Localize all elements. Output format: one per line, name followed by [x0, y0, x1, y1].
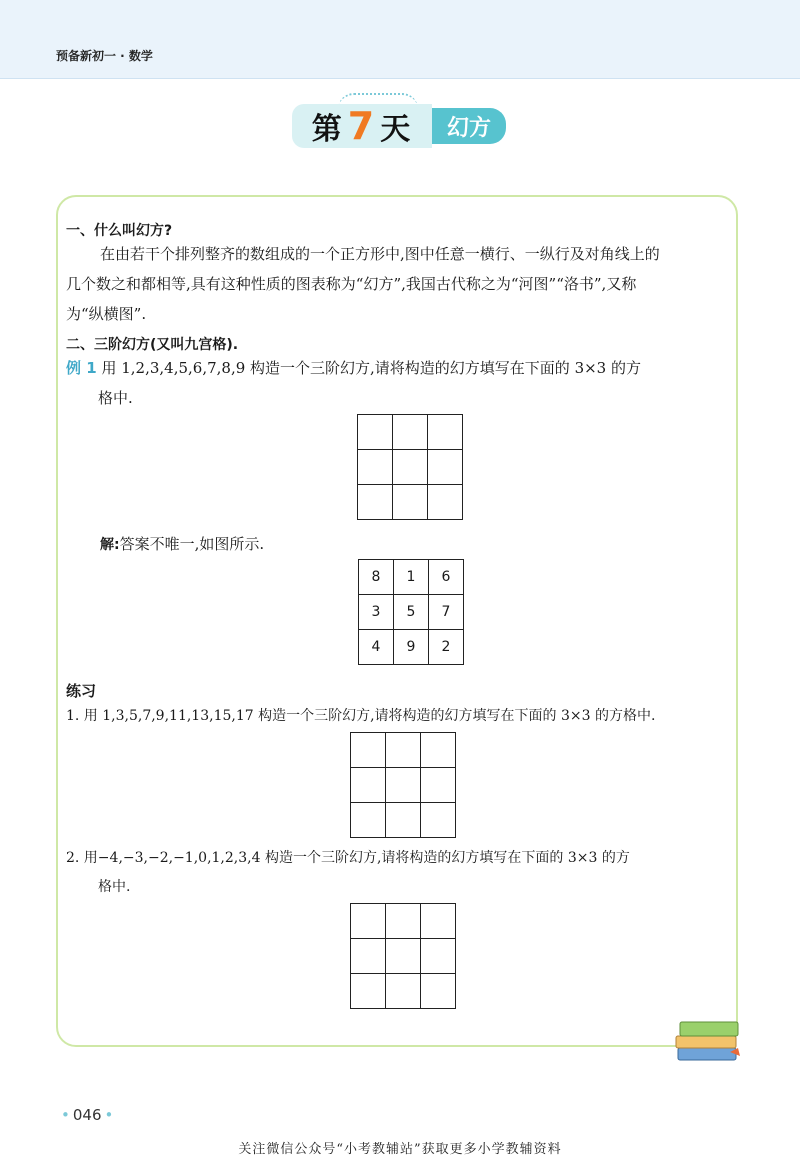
grid-cell[interactable] — [421, 939, 456, 974]
book-series-label: 预备新初一 · 数学 — [56, 49, 153, 63]
top-band — [0, 0, 800, 78]
grid-cell[interactable] — [386, 974, 421, 1009]
grid-cell[interactable] — [421, 733, 456, 768]
grid-cell[interactable] — [351, 803, 386, 838]
day-title-prefix: 第 — [311, 112, 344, 147]
grid-cell[interactable] — [358, 450, 393, 485]
example-empty-grid — [357, 414, 463, 520]
grid-cell[interactable] — [386, 939, 421, 974]
answer-cell: 9 — [394, 630, 429, 665]
page-number: • 046 • — [58, 1106, 116, 1124]
answer-cell: 3 — [359, 595, 394, 630]
definition-line-3: 为“纵横图”. — [66, 305, 147, 323]
grid-cell[interactable] — [386, 768, 421, 803]
answer-cell: 4 — [359, 630, 394, 665]
answer-cell: 1 — [394, 560, 429, 595]
grid-cell[interactable] — [351, 904, 386, 939]
definition-line-1: 在由若干个排列整齐的数组成的一个正方形中,图中任意一横行、一纵行及对角线上的 — [100, 245, 660, 263]
example1-text: 用 1,2,3,4,5,6,7,8,9 构造一个三阶幻方,请将构造的幻方填写在下面的 3×3 的方 — [101, 359, 641, 377]
practice2-grid — [350, 903, 456, 1009]
solution-label: 解: — [100, 537, 120, 553]
grid-cell[interactable] — [386, 803, 421, 838]
answer-cell: 7 — [429, 595, 464, 630]
grid-cell[interactable] — [351, 768, 386, 803]
grid-cell[interactable] — [421, 768, 456, 803]
answer-cell: 5 — [394, 595, 429, 630]
answer-cell: 2 — [429, 630, 464, 665]
grid-cell[interactable] — [358, 485, 393, 520]
day-title — [292, 104, 432, 148]
practice-q2-line-1: 2. 用−4,−3,−2,−1,0,1,2,3,4 构造一个三阶幻方,请将构造的幻方填写在下面的 3×3 的方 — [66, 850, 630, 866]
definition-line-2: 几个数之和都相等,具有这种性质的图表称为“幻方”,我国古代称之为“河图”“洛书”,又称 — [66, 275, 637, 293]
section1-heading: 一、什么叫幻方? — [66, 223, 173, 239]
grid-cell[interactable] — [421, 803, 456, 838]
answer-grid — [358, 559, 464, 665]
example1-line-2: 格中. — [98, 389, 133, 407]
example-label: 例 1 — [66, 359, 97, 377]
practice-q1: 1. 用 1,3,5,7,9,11,13,15,17 构造一个三阶幻方,请将构造的幻方填写在下面的 3×3 的方格中. — [66, 708, 656, 724]
top-band-divider — [0, 78, 800, 79]
answer-cell: 8 — [359, 560, 394, 595]
grid-cell[interactable] — [386, 904, 421, 939]
grid-cell[interactable] — [421, 974, 456, 1009]
grid-cell[interactable] — [351, 733, 386, 768]
grid-cell[interactable] — [428, 450, 463, 485]
day-number: 7 — [347, 104, 377, 148]
grid-cell[interactable] — [393, 485, 428, 520]
section2-heading: 二、三阶幻方(又叫九宫格). — [66, 337, 239, 353]
grid-cell[interactable] — [428, 485, 463, 520]
day-title-suffix: 天 — [380, 112, 413, 147]
example1-line-1 — [66, 354, 641, 382]
grid-cell[interactable] — [393, 450, 428, 485]
grid-cell[interactable] — [358, 415, 393, 450]
grid-cell[interactable] — [386, 733, 421, 768]
grid-cell[interactable] — [351, 939, 386, 974]
solution-text: 答案不唯一,如图所示. — [119, 535, 265, 553]
practice-heading: 练习 — [66, 682, 97, 700]
practice-q2-line-2: 格中. — [98, 879, 131, 895]
grid-cell[interactable] — [428, 415, 463, 450]
grid-cell[interactable] — [421, 904, 456, 939]
answer-cell: 6 — [429, 560, 464, 595]
topic-title: 幻方 — [432, 108, 506, 144]
books-icon — [672, 1012, 744, 1070]
footer-note: 关注微信公众号“小考教辅站”获取更多小学教辅资料 — [238, 1142, 562, 1157]
solution-line — [100, 530, 264, 559]
grid-cell[interactable] — [393, 415, 428, 450]
grid-cell[interactable] — [351, 974, 386, 1009]
practice1-grid — [350, 732, 456, 838]
